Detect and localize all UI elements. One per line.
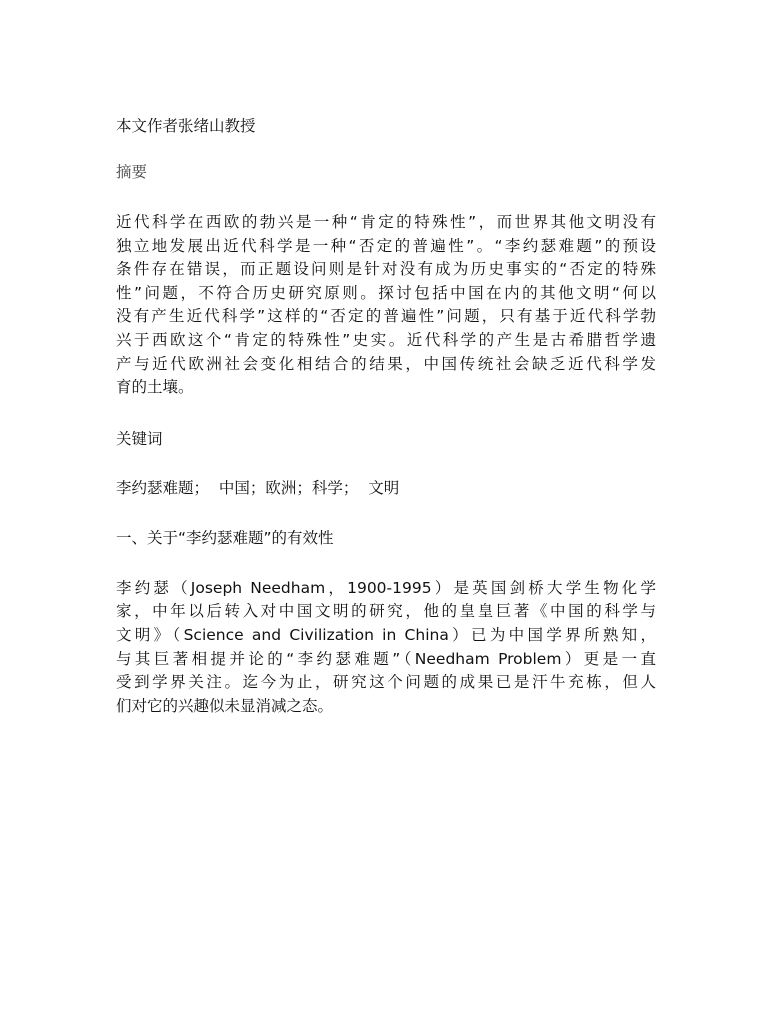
section-line: 文明》（Science and Civilization in China）已为中国学界所熟知，	[116, 625, 656, 644]
keywords-line: 李约瑟难题； 中国；欧洲；科学； 文明	[116, 478, 400, 497]
abstract-line: 条件存在错误，而正题设问则是针对没有成为历史事实的“否定的特殊	[116, 260, 656, 279]
section-paragraph	[116, 577, 656, 719]
section-line: 们对它的兴趣似未显消减之态。	[116, 696, 334, 715]
section-line: 李约瑟（Joseph Needham，1900-1995）是英国剑桥大学生物化学	[116, 578, 656, 597]
document-body	[116, 114, 656, 718]
keywords-heading: 关键词	[116, 429, 163, 448]
section-line: 受到学界关注。迄今为止，研究这个问题的成果已是汗牛充栋，但人	[116, 673, 656, 692]
abstract-heading: 摘要	[116, 163, 148, 181]
abstract-line: 性”问题，不符合历史研究原则。探讨包括中国在内的其他文明“何以	[116, 283, 656, 302]
abstract-line: 独立地发展出近代科学是一种“否定的普遍性”。“李约瑟难题”的预设	[116, 236, 656, 255]
section-line: 家，中年以后转入对中国文明的研究，他的皇皇巨著《中国的科学与	[116, 602, 656, 621]
abstract-line: 育的土壤。	[116, 378, 194, 397]
abstract-line: 兴于西欧这个“肯定的特殊性”史实。近代科学的产生是古希腊哲学遗	[116, 330, 656, 349]
abstract-line: 没有产生近代科学”这样的“否定的普遍性”问题，只有基于近代科学勃	[116, 307, 656, 326]
section-line: 与其巨著相提并论的“李约瑟难题”（Needham Problem）更是一直	[116, 649, 656, 668]
abstract-paragraph	[116, 211, 656, 400]
section-heading: 一、关于“李约瑟难题”的有效性	[116, 528, 334, 547]
author-line: 本文作者张绪山教授	[116, 117, 256, 135]
abstract-line: 产与近代欧洲社会变化相结合的结果，中国传统社会缺乏近代科学发	[116, 354, 656, 373]
abstract-line: 近代科学在西欧的勃兴是一种“肯定的特殊性”，而世界其他文明没有	[116, 213, 656, 231]
